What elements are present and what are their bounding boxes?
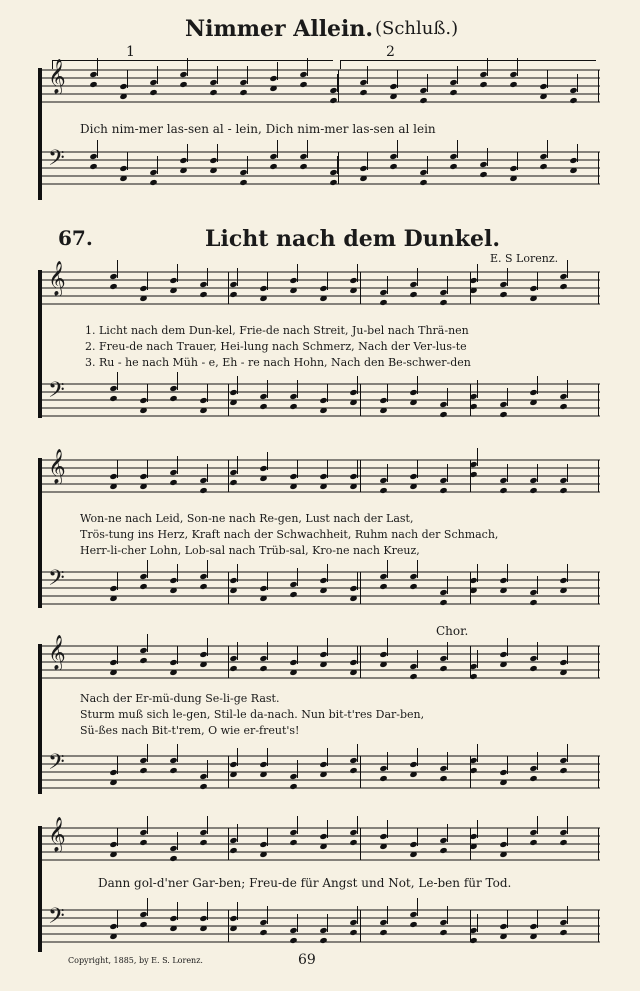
note-stem [357,376,358,394]
note-stem [487,58,488,76]
note-stem [267,748,268,766]
note-stem [537,272,538,290]
note-stem [177,372,178,390]
barline [338,70,339,102]
note-stem [327,460,328,478]
note-stem [507,268,508,286]
bass-clef-icon: 𝄢 [48,566,65,596]
note-stem [447,752,448,770]
page-number: 69 [298,952,316,968]
note-stem [337,74,338,92]
note-stem [177,902,178,920]
note-stem [117,910,118,928]
note-stem [297,760,298,778]
note-stem [447,906,448,924]
verse-1-line: Dann gol-d'ner Gar-ben; Freu-de für Angst und Not, Le-ben für Tod. [98,876,512,890]
barline [228,756,229,788]
note-stem [277,62,278,80]
barline [228,572,229,604]
barline [598,756,599,788]
note-stem [417,898,418,916]
note-stem [207,464,208,482]
barline [598,272,599,304]
note-stem [427,156,428,174]
note-stem [417,650,418,668]
bass-clef-icon: 𝄢 [48,750,65,780]
note-stem [477,914,478,932]
note-stem [207,268,208,286]
note-stem [117,646,118,664]
verse-3-line: Sü-ßes nach Bit-t'rem, O wie er-freut's! [80,724,300,737]
note-stem [177,646,178,664]
note-stem [337,156,338,174]
note-stem [357,460,358,478]
note-stem [357,572,358,590]
note-stem [177,564,178,582]
bass-clef-icon: 𝄢 [48,378,65,408]
note-stem [97,58,98,76]
barline [470,910,471,942]
verse-1-line: Nach der Er-mü-dung Se-li-ge Rast. [80,692,280,705]
note-stem [567,260,568,278]
note-stem [267,452,268,470]
barline [470,384,471,416]
barline [360,460,361,492]
note-stem [547,140,548,158]
note-stem [387,560,388,578]
verse-3-line: Herr-li-cher Lohn, Lob-sal nach Trüb-sal, Kro-ne nach Kreuz, [80,544,420,557]
note-stem [297,568,298,586]
note-stem [447,824,448,842]
piece-subtitle: (Schluß.) [375,18,459,39]
staff-treble-1 [38,261,602,316]
verse-2-line: Sturm muß sich le-gen, Stil-le da-nach. Nun bit-t'res Dar-ben, [80,708,425,721]
note-stem [397,140,398,158]
note-stem [537,910,538,928]
note-stem [507,464,508,482]
barline [360,756,361,788]
note-stem [267,906,268,924]
note-stem [177,832,178,850]
note-stem [547,70,548,88]
note-stem [327,820,328,838]
barline [598,646,599,678]
note-stem [157,156,158,174]
note-stem [417,376,418,394]
note-stem [147,816,148,834]
note-stem [127,152,128,170]
note-stem [507,638,508,656]
chor-label: Chor. [436,624,469,638]
barline [598,384,599,416]
note-stem [477,264,478,282]
note-stem [427,74,428,92]
note-stem [187,58,188,76]
note-stem [567,744,568,762]
note-stem [297,460,298,478]
note-stem [207,816,208,834]
note-stem [357,646,358,664]
note-stem [567,816,568,834]
note-stem [447,388,448,406]
note-stem [267,380,268,398]
note-stem [537,576,538,594]
barline [360,384,361,416]
note-stem [567,464,568,482]
note-stem [117,460,118,478]
note-stem [97,140,98,158]
note-stem [147,898,148,916]
note-stem [147,460,148,478]
note-stem [247,156,248,174]
note-stem [297,816,298,834]
note-stem [507,910,508,928]
note-stem [487,148,488,166]
ending-1-number: 1 [126,44,135,60]
note-stem [327,272,328,290]
note-stem [357,906,358,924]
barline [360,646,361,678]
ending-2-number: 2 [386,44,395,60]
hymn-title: Licht nach dem Dunkel. [205,226,500,252]
note-stem [417,828,418,846]
note-stem [397,70,398,88]
note-stem [117,756,118,774]
note-stem [237,748,238,766]
verse-3-line: 3. Ru - he nach Müh - e, Eh - re nach Hohn, Nach den Be-schwer-den [85,356,471,369]
note-stem [567,906,568,924]
note-stem [217,144,218,162]
note-stem [267,642,268,660]
verse-1-line: 1. Licht nach dem Dun-kel, Frie-de nach Streit, Ju-bel nach Thrä-nen [85,324,469,337]
note-stem [247,66,248,84]
note-stem [567,646,568,664]
barline [338,152,339,184]
note-stem [477,448,478,466]
note-stem [237,642,238,660]
note-stem [567,564,568,582]
barline [598,828,599,860]
note-stem [367,66,368,84]
hymn-number: 67. [58,226,93,250]
note-stem [267,272,268,290]
note-stem [417,460,418,478]
barline [228,384,229,416]
treble-clef-icon: 𝄞 [48,449,66,484]
barline [598,572,599,604]
note-stem [117,572,118,590]
barline [228,910,229,942]
note-stem [267,828,268,846]
note-stem [367,152,368,170]
note-stem [147,560,148,578]
note-stem [417,560,418,578]
note-stem [147,384,148,402]
note-stem [207,560,208,578]
treble-clef-icon: 𝄞 [48,635,66,670]
note-stem [327,384,328,402]
note-stem [277,140,278,158]
barline [228,646,229,678]
note-stem [177,456,178,474]
verse-2-line: Trös-tung ins Herz, Kraft nach der Schwachheit, Ruhm nach der Schmach, [80,528,499,541]
note-stem [507,756,508,774]
note-stem [157,66,158,84]
staff-treble-2 [38,449,602,504]
note-stem [217,66,218,84]
note-stem [297,264,298,282]
note-stem [537,642,538,660]
note-stem [567,380,568,398]
note-stem [537,816,538,834]
note-stem [297,380,298,398]
note-stem [177,264,178,282]
note-stem [207,384,208,402]
note-stem [307,58,308,76]
note-stem [387,638,388,656]
note-stem [387,276,388,294]
lyrics-line: Dich nim-mer las-sen al - lein, Dich nim-mer las-sen al lein [80,122,436,136]
note-stem [477,650,478,668]
note-stem [517,152,518,170]
note-stem [327,748,328,766]
note-stem [517,58,518,76]
note-stem [147,634,148,652]
note-stem [507,388,508,406]
barline [470,646,471,678]
treble-clef-icon: 𝄞 [48,817,66,852]
note-stem [577,74,578,92]
note-stem [447,576,448,594]
bass-clef-icon: 𝄢 [48,904,65,934]
note-stem [387,820,388,838]
note-stem [237,902,238,920]
note-stem [327,914,328,932]
note-stem [387,752,388,770]
note-stem [267,572,268,590]
note-stem [457,66,458,84]
note-stem [237,456,238,474]
note-stem [507,828,508,846]
note-stem [417,748,418,766]
note-stem [237,376,238,394]
treble-clef-icon: 𝄞 [48,261,66,296]
note-stem [237,268,238,286]
staff-bass-1 [38,378,602,428]
bass-clef-icon: 𝄢 [48,146,65,176]
barline [360,572,361,604]
note-stem [357,264,358,282]
barline [360,272,361,304]
barline [360,910,361,942]
note-stem [327,638,328,656]
barline [598,70,599,102]
barline [360,828,361,860]
note-stem [117,372,118,390]
note-stem [207,902,208,920]
verse-2-line: 2. Freu-de nach Trauer, Hei-lung nach Schmerz, Nach der Ver-lus-te [85,340,467,353]
note-stem [127,70,128,88]
note-stem [187,144,188,162]
note-stem [447,464,448,482]
note-stem [477,820,478,838]
note-stem [177,744,178,762]
note-stem [117,260,118,278]
composer: E. S Lorenz. [490,252,559,265]
note-stem [577,144,578,162]
note-stem [477,564,478,582]
note-stem [357,816,358,834]
note-stem [537,464,538,482]
note-stem [147,744,148,762]
note-stem [387,906,388,924]
verse-1-line: Won-ne nach Leid, Son-ne nach Re-gen, Lust nach der Last, [80,512,414,525]
note-stem [327,564,328,582]
note-stem [357,744,358,762]
barline [228,828,229,860]
barline [228,272,229,304]
barline [228,460,229,492]
note-stem [537,752,538,770]
barline [598,460,599,492]
note-stem [207,760,208,778]
note-stem [297,646,298,664]
note-stem [387,384,388,402]
note-stem [147,272,148,290]
piece-title: Nimmer Allein. [185,16,374,42]
note-stem [117,828,118,846]
note-stem [297,914,298,932]
barline [598,910,599,942]
note-stem [457,140,458,158]
barline [598,152,599,184]
note-stem [447,642,448,660]
note-stem [447,276,448,294]
note-stem [477,744,478,762]
note-stem [387,464,388,482]
note-stem [477,380,478,398]
note-stem [237,824,238,842]
note-stem [237,564,238,582]
note-stem [307,140,308,158]
note-stem [537,376,538,394]
note-stem [207,638,208,656]
copyright-notice: Copyright, 1885, by E. S. Lorenz. [68,956,203,965]
note-stem [417,268,418,286]
note-stem [507,564,508,582]
treble-clef-icon: 𝄞 [48,59,66,94]
